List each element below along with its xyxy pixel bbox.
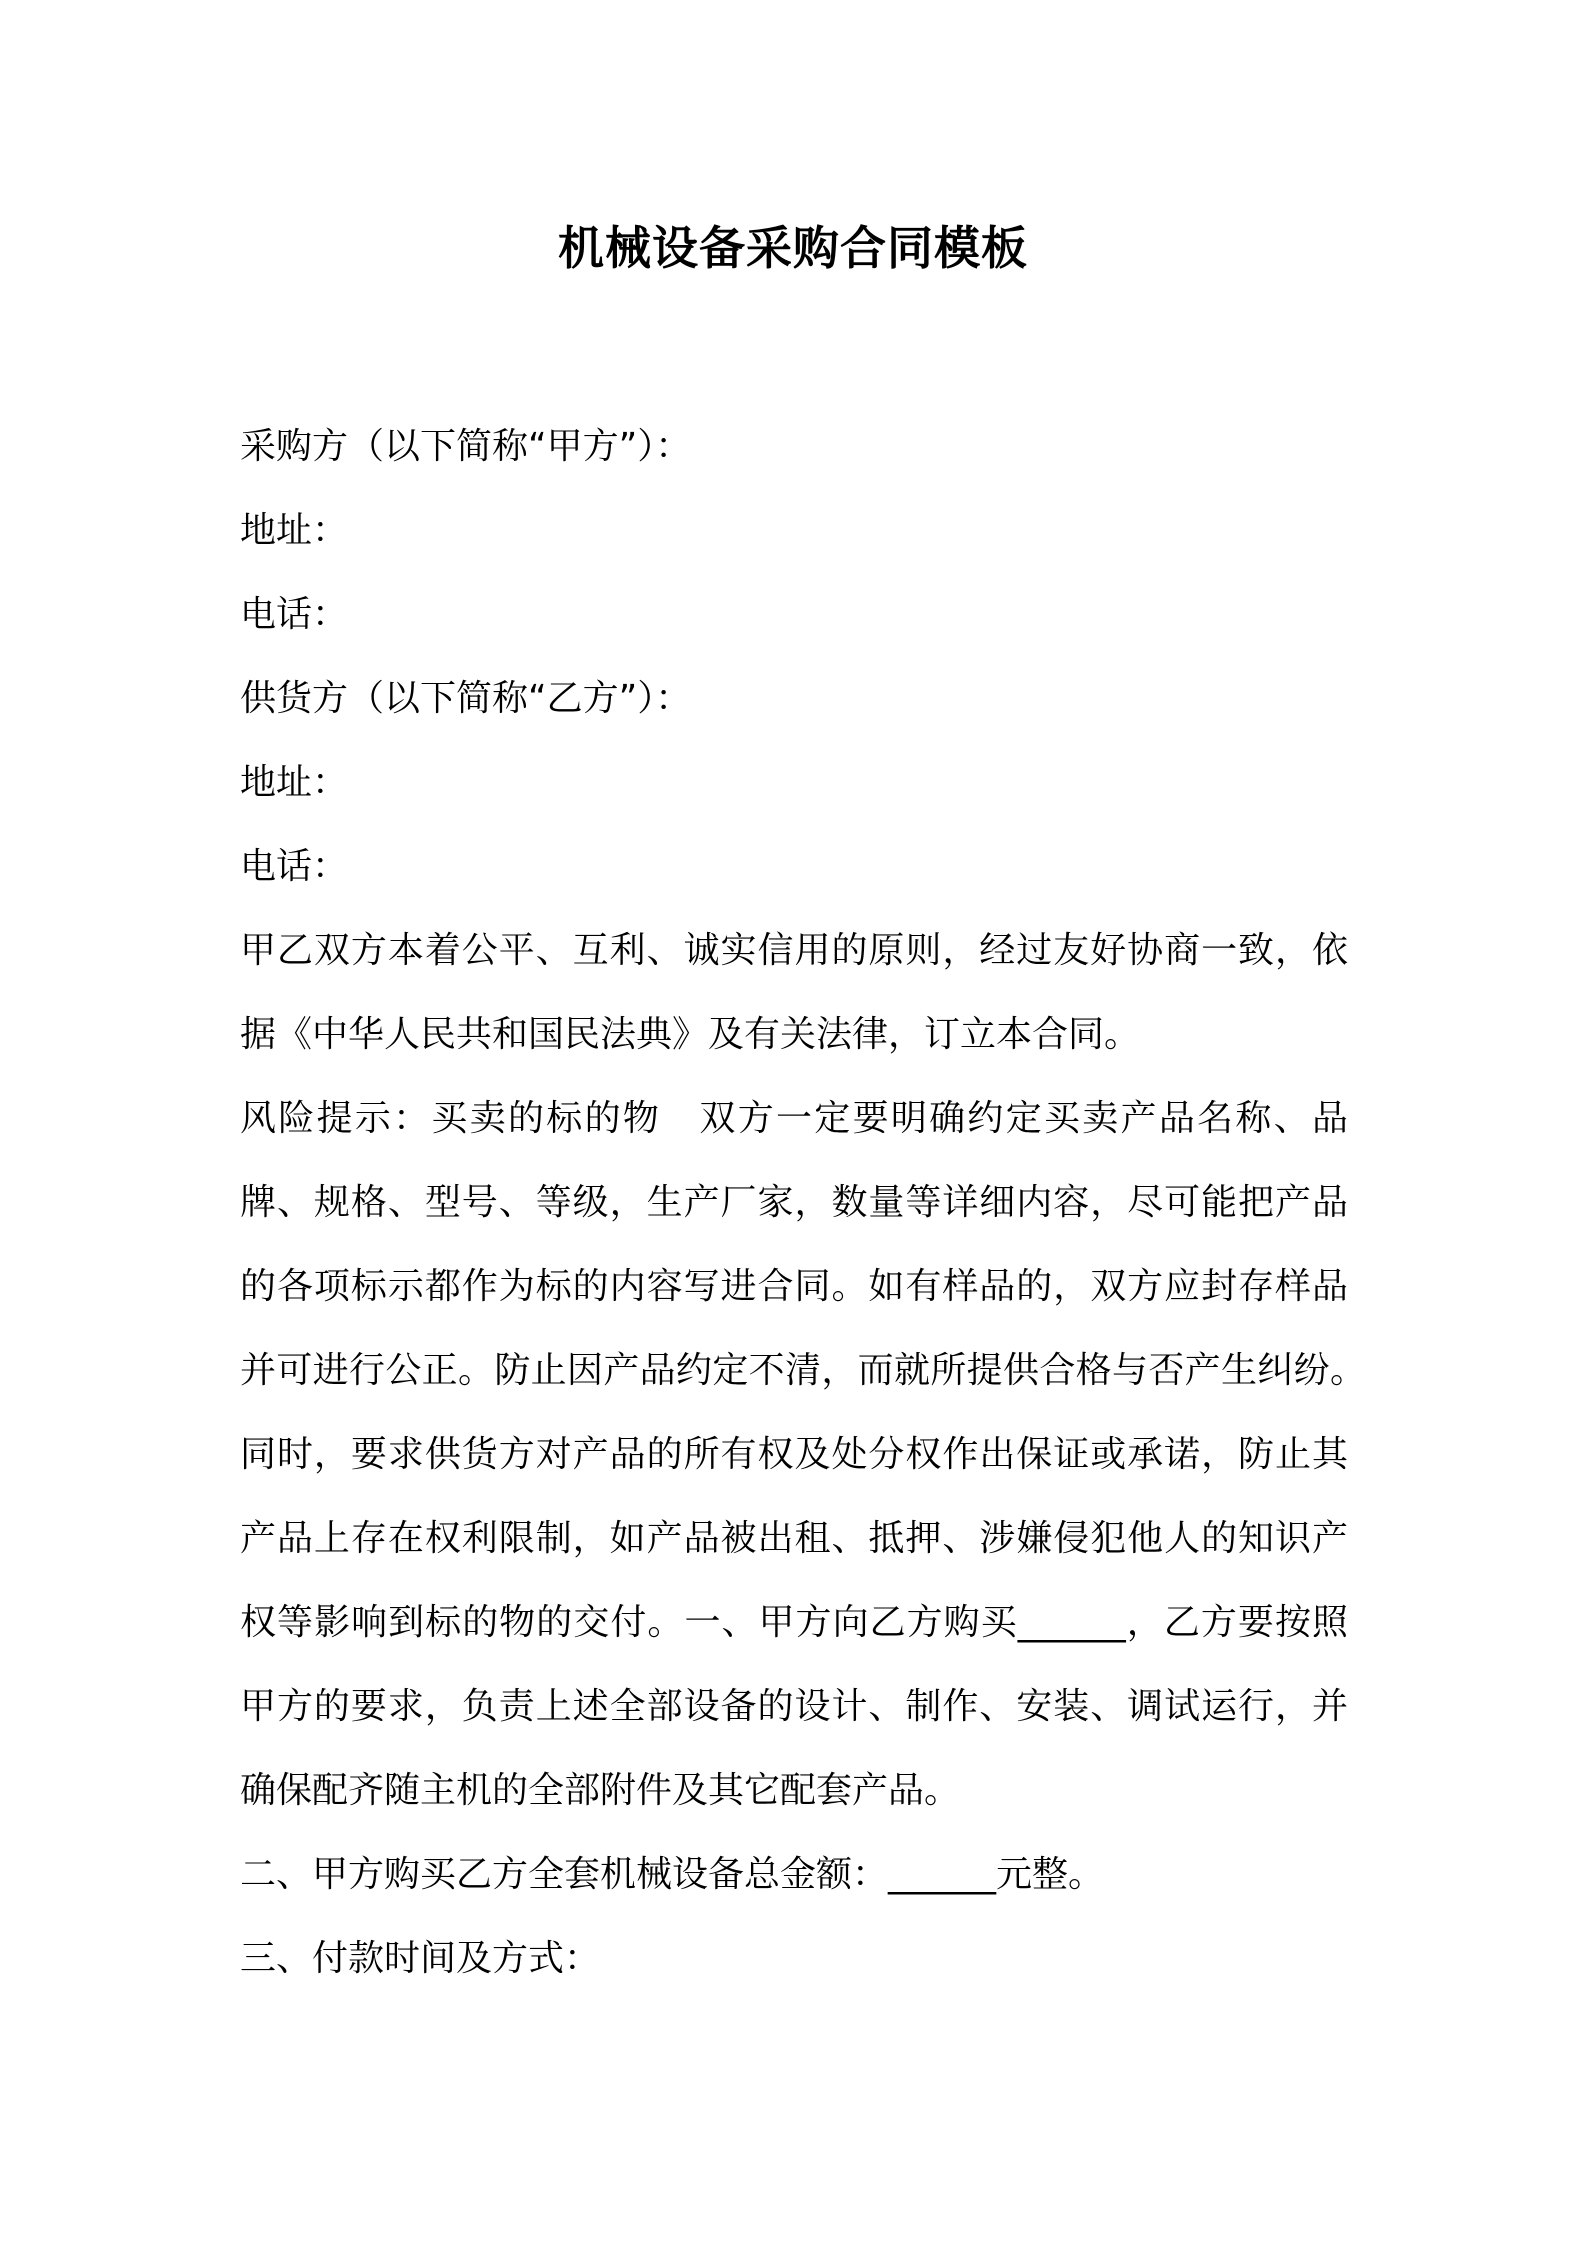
supplier-address-label: 地址： <box>240 762 349 803</box>
document-title: 机械设备采购合同模板 <box>558 221 1028 275</box>
risk-notice-paragraph: 风险提示：买卖的标的物 双方一定要明确约定买卖产品名称、品牌、规格、型号、等级，生产厂家，数量等详细内容，尽可能把产品的各项标示都作为标的内容写进合同。如有样品的，双方应封存样品并可进行公正。防止因产品约定不清，而就所提供合格与否产生纠纷。 同时，要求供货方对产品的所有权及处分权作出保证或承诺，防止其产品上存在权利限制，如产品被出租、抵押、涉嫌侵犯他人的知识产权等影响到标的物的交付。一、甲方向乙方购买______，乙方要按照甲方的要求，负责上述全部设备的设计、制作、安装、调试运行，并确保配齐随主机的全部附件及其它配套产品。 <box>240 1098 1385 1811</box>
clause-3-payment-terms: 三、付款时间及方式： <box>240 1938 601 1979</box>
buyer-phone-label: 电话： <box>240 594 349 635</box>
buyer-label: 采购方（以下简称“甲方”）： <box>240 426 692 467</box>
supplier-label: 供货方（以下简称“乙方”）： <box>240 678 692 719</box>
buyer-address-label: 地址： <box>240 510 349 551</box>
preamble-paragraph: 甲乙双方本着公平、互利、诚实信用的原则，经过友好协商一致，依据《中华人民共和国民法典》及有关法律，订立本合同。 <box>240 930 1348 1055</box>
supplier-phone-label: 电话： <box>240 846 349 887</box>
clause-2-total-amount: 二、甲方购买乙方全套机械设备总金额：______元整。 <box>240 1854 1105 1895</box>
document-body <box>240 405 1385 2001</box>
